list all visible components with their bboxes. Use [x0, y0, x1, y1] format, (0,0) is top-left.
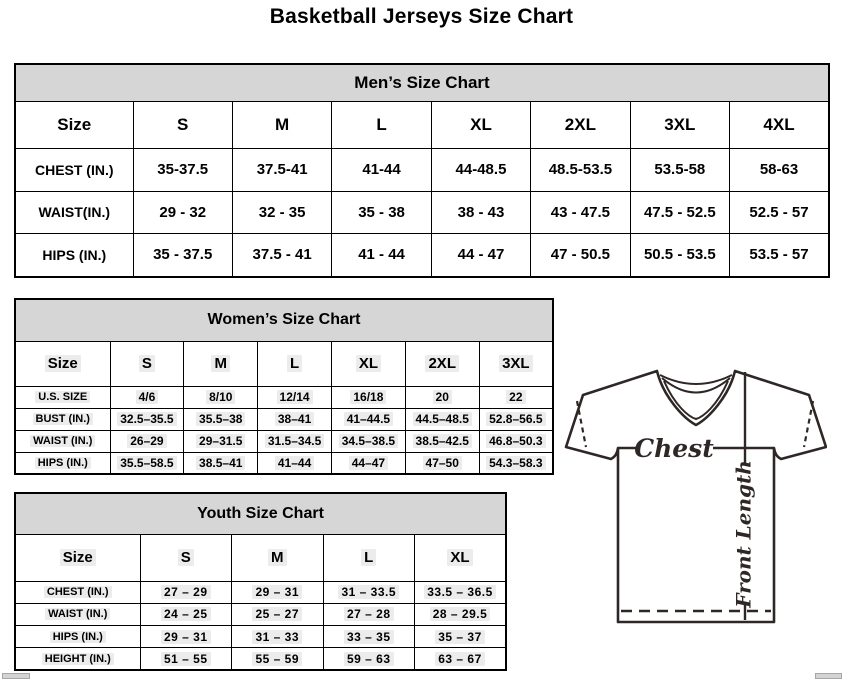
highlighted-text: 29 – 31 — [252, 585, 302, 599]
table-cell: 53.5-58 — [630, 148, 729, 191]
jersey-outline — [566, 371, 826, 622]
table-cell — [258, 430, 332, 452]
table-cell — [331, 386, 405, 408]
highlighted-text: 55 – 59 — [252, 652, 302, 666]
highlighted-text: 46.8–50.3 — [486, 434, 545, 448]
highlighted-text: WAIST (IN.) — [30, 435, 95, 447]
table-row — [15, 648, 506, 670]
table-cell — [323, 648, 415, 670]
column-header: L — [332, 101, 431, 148]
womens-title-row — [15, 299, 553, 341]
highlighted-text: WAIST (IN.) — [45, 608, 110, 620]
table-cell: 37.5-41 — [232, 148, 331, 191]
table-cell — [232, 581, 324, 603]
row-label — [15, 386, 110, 408]
highlighted-text: 38–41 — [275, 412, 314, 426]
chest-label: Chest — [634, 434, 714, 463]
table-cell — [479, 430, 553, 452]
column-header — [15, 341, 110, 386]
table-cell — [140, 581, 232, 603]
highlighted-text: 32.5–35.5 — [117, 412, 176, 426]
table-cell — [110, 408, 184, 430]
page-title: Basketball Jerseys Size Chart — [269, 5, 574, 28]
table-cell: 41 - 44 — [332, 233, 431, 277]
table-row — [15, 233, 829, 277]
highlighted-text: 52.8–56.5 — [486, 412, 545, 426]
table-cell — [415, 626, 507, 648]
table-cell: 47.5 - 52.5 — [630, 191, 729, 233]
highlighted-text: 63 – 67 — [435, 652, 485, 666]
mens-title-row — [15, 64, 829, 101]
table-row — [15, 603, 506, 625]
table-cell — [110, 430, 184, 452]
table-cell — [323, 603, 415, 625]
table-cell — [405, 430, 479, 452]
column-header — [15, 534, 140, 581]
highlighted-text: 47–50 — [423, 456, 462, 470]
highlighted-text: 41–44 — [275, 456, 314, 470]
table-cell — [331, 430, 405, 452]
highlighted-text: L — [287, 355, 302, 372]
youth-size-table — [14, 492, 507, 671]
table-row — [15, 408, 553, 430]
table-cell — [331, 408, 405, 430]
highlighted-text: 2XL — [425, 355, 459, 372]
table-cell — [140, 626, 232, 648]
table-cell: 29 - 32 — [133, 191, 232, 233]
highlighted-text: 4/6 — [136, 390, 159, 404]
table-cell: 41-44 — [332, 148, 431, 191]
table-cell: 38 - 43 — [431, 191, 530, 233]
table-row — [15, 626, 506, 648]
column-header — [140, 534, 232, 581]
column-header: M — [232, 101, 331, 148]
youth-title-row — [15, 493, 506, 534]
column-header: 2XL — [531, 101, 630, 148]
row-label — [15, 408, 110, 430]
table-cell — [479, 408, 553, 430]
table-row — [15, 430, 553, 452]
row-label — [15, 581, 140, 603]
highlighted-text: BUST (IN.) — [33, 413, 93, 425]
table-cell: 35 - 37.5 — [133, 233, 232, 277]
table-cell: 35-37.5 — [133, 148, 232, 191]
highlighted-text: 33 – 35 — [344, 630, 394, 644]
highlighted-text: 31.5–34.5 — [265, 434, 324, 448]
highlighted-text: HEIGHT (IN.) — [42, 653, 114, 665]
highlighted-text: 29 – 31 — [161, 630, 211, 644]
table-cell: 44 - 47 — [431, 233, 530, 277]
highlighted-text: 12/14 — [277, 390, 313, 404]
table-cell: 47 - 50.5 — [531, 233, 630, 277]
highlighted-text: 38.5–41 — [196, 456, 245, 470]
column-header — [232, 534, 324, 581]
highlighted-text: 44–47 — [349, 456, 388, 470]
table-cell: 32 - 35 — [232, 191, 331, 233]
table-cell — [258, 386, 332, 408]
highlighted-text: 51 – 55 — [161, 652, 211, 666]
row-label — [15, 603, 140, 625]
table-cell: 58-63 — [730, 148, 829, 191]
mens-header-row — [15, 101, 829, 148]
table-cell — [258, 408, 332, 430]
row-label — [15, 452, 110, 474]
highlighted-text: 24 – 25 — [161, 607, 211, 621]
womens-table-title: Women’s Size Chart — [15, 299, 553, 341]
mens-table-title: Men’s Size Chart — [15, 64, 829, 101]
highlighted-text: 29–31.5 — [196, 434, 245, 448]
table-cell — [323, 626, 415, 648]
highlighted-text: 41–44.5 — [344, 412, 393, 426]
highlighted-text: U.S. SIZE — [35, 391, 90, 403]
table-cell: 53.5 - 57 — [730, 233, 829, 277]
table-cell — [479, 386, 553, 408]
column-header — [479, 341, 553, 386]
table-cell — [184, 430, 258, 452]
column-header: 3XL — [630, 101, 729, 148]
highlighted-text: 34.5–38.5 — [339, 434, 398, 448]
highlighted-text: L — [361, 549, 376, 566]
table-cell: 48.5-53.5 — [531, 148, 630, 191]
column-header: 4XL — [730, 101, 829, 148]
table-row — [15, 386, 553, 408]
youth-header-row — [15, 534, 506, 581]
table-row — [15, 452, 553, 474]
highlighted-text: 26–29 — [127, 434, 166, 448]
table-cell: 43 - 47.5 — [531, 191, 630, 233]
column-header — [405, 341, 479, 386]
jersey-diagram-svg — [563, 368, 827, 624]
table-cell: 50.5 - 53.5 — [630, 233, 729, 277]
highlighted-text: Size — [60, 549, 96, 566]
table-row — [15, 148, 829, 191]
column-header: S — [133, 101, 232, 148]
table-cell — [479, 452, 553, 474]
column-header — [184, 341, 258, 386]
collar-arc-1 — [660, 375, 732, 384]
womens-size-table — [14, 298, 554, 475]
highlighted-text: 33.5 – 36.5 — [424, 585, 496, 599]
table-cell — [405, 386, 479, 408]
table-cell — [110, 452, 184, 474]
table-cell: 37.5 - 41 — [232, 233, 331, 277]
highlighted-text: XL — [356, 355, 381, 372]
column-header — [323, 534, 415, 581]
highlighted-text: Size — [45, 355, 81, 372]
table-cell — [331, 452, 405, 474]
highlighted-text: M — [211, 355, 230, 372]
row-label — [15, 626, 140, 648]
row-label: WAIST(IN.) — [15, 191, 133, 233]
row-label: CHEST (IN.) — [15, 148, 133, 191]
highlighted-text: 35 – 37 — [435, 630, 485, 644]
highlighted-text: 44.5–48.5 — [413, 412, 472, 426]
table-row — [15, 191, 829, 233]
column-header — [331, 341, 405, 386]
table-cell — [232, 626, 324, 648]
column-header: Size — [15, 101, 133, 148]
highlighted-text: 3XL — [499, 355, 533, 372]
highlighted-text: 31 – 33.5 — [338, 585, 399, 599]
row-label: HIPS (IN.) — [15, 233, 133, 277]
highlighted-text: CHEST (IN.) — [44, 586, 112, 598]
youth-table-title: Youth Size Chart — [15, 493, 506, 534]
highlighted-text: 31 – 33 — [252, 630, 302, 644]
table-cell — [184, 386, 258, 408]
table-cell: 44-48.5 — [431, 148, 530, 191]
highlighted-text: S — [139, 355, 155, 372]
highlighted-text: 22 — [506, 390, 525, 404]
highlighted-text: 59 – 63 — [344, 652, 394, 666]
column-header — [258, 341, 332, 386]
table-cell — [405, 408, 479, 430]
highlighted-text: S — [178, 549, 194, 566]
highlighted-text: 25 – 27 — [252, 607, 302, 621]
column-header — [415, 534, 507, 581]
column-header — [110, 341, 184, 386]
highlighted-text: 20 — [433, 390, 452, 404]
highlighted-text: 16/18 — [350, 390, 386, 404]
highlighted-text: HIPS (IN.) — [35, 457, 91, 469]
table-cell: 35 - 38 — [332, 191, 431, 233]
table-row — [15, 581, 506, 603]
table-cell — [232, 648, 324, 670]
table-cell — [415, 648, 507, 670]
highlighted-text: 27 – 29 — [161, 585, 211, 599]
front-length-label: Front Length — [731, 460, 756, 608]
womens-header-row — [15, 341, 553, 386]
row-label — [15, 430, 110, 452]
table-cell — [415, 603, 507, 625]
highlighted-text: 35.5–38 — [196, 412, 245, 426]
jersey-measurement-diagram — [563, 368, 827, 624]
mens-size-table — [14, 63, 830, 278]
table-cell — [184, 452, 258, 474]
table-cell — [232, 603, 324, 625]
table-cell — [415, 581, 507, 603]
highlighted-text: HIPS (IN.) — [50, 631, 106, 643]
highlighted-text: 28 – 29.5 — [430, 607, 491, 621]
highlighted-text: 27 – 28 — [344, 607, 394, 621]
table-cell: 52.5 - 57 — [730, 191, 829, 233]
row-label — [15, 648, 140, 670]
table-cell — [405, 452, 479, 474]
horizontal-scrollbar-fragment-left[interactable] — [2, 673, 30, 679]
table-cell — [110, 386, 184, 408]
highlighted-text: XL — [447, 549, 472, 566]
highlighted-text: 54.3–58.3 — [486, 456, 545, 470]
table-cell — [184, 408, 258, 430]
highlighted-text: 35.5–58.5 — [117, 456, 176, 470]
highlighted-text: 8/10 — [206, 390, 235, 404]
horizontal-scrollbar-fragment-right[interactable] — [815, 673, 842, 679]
table-cell — [258, 452, 332, 474]
table-cell — [140, 648, 232, 670]
highlighted-text: M — [268, 549, 287, 566]
table-cell — [140, 603, 232, 625]
table-cell — [323, 581, 415, 603]
column-header: XL — [431, 101, 530, 148]
highlighted-text: 38.5–42.5 — [413, 434, 472, 448]
